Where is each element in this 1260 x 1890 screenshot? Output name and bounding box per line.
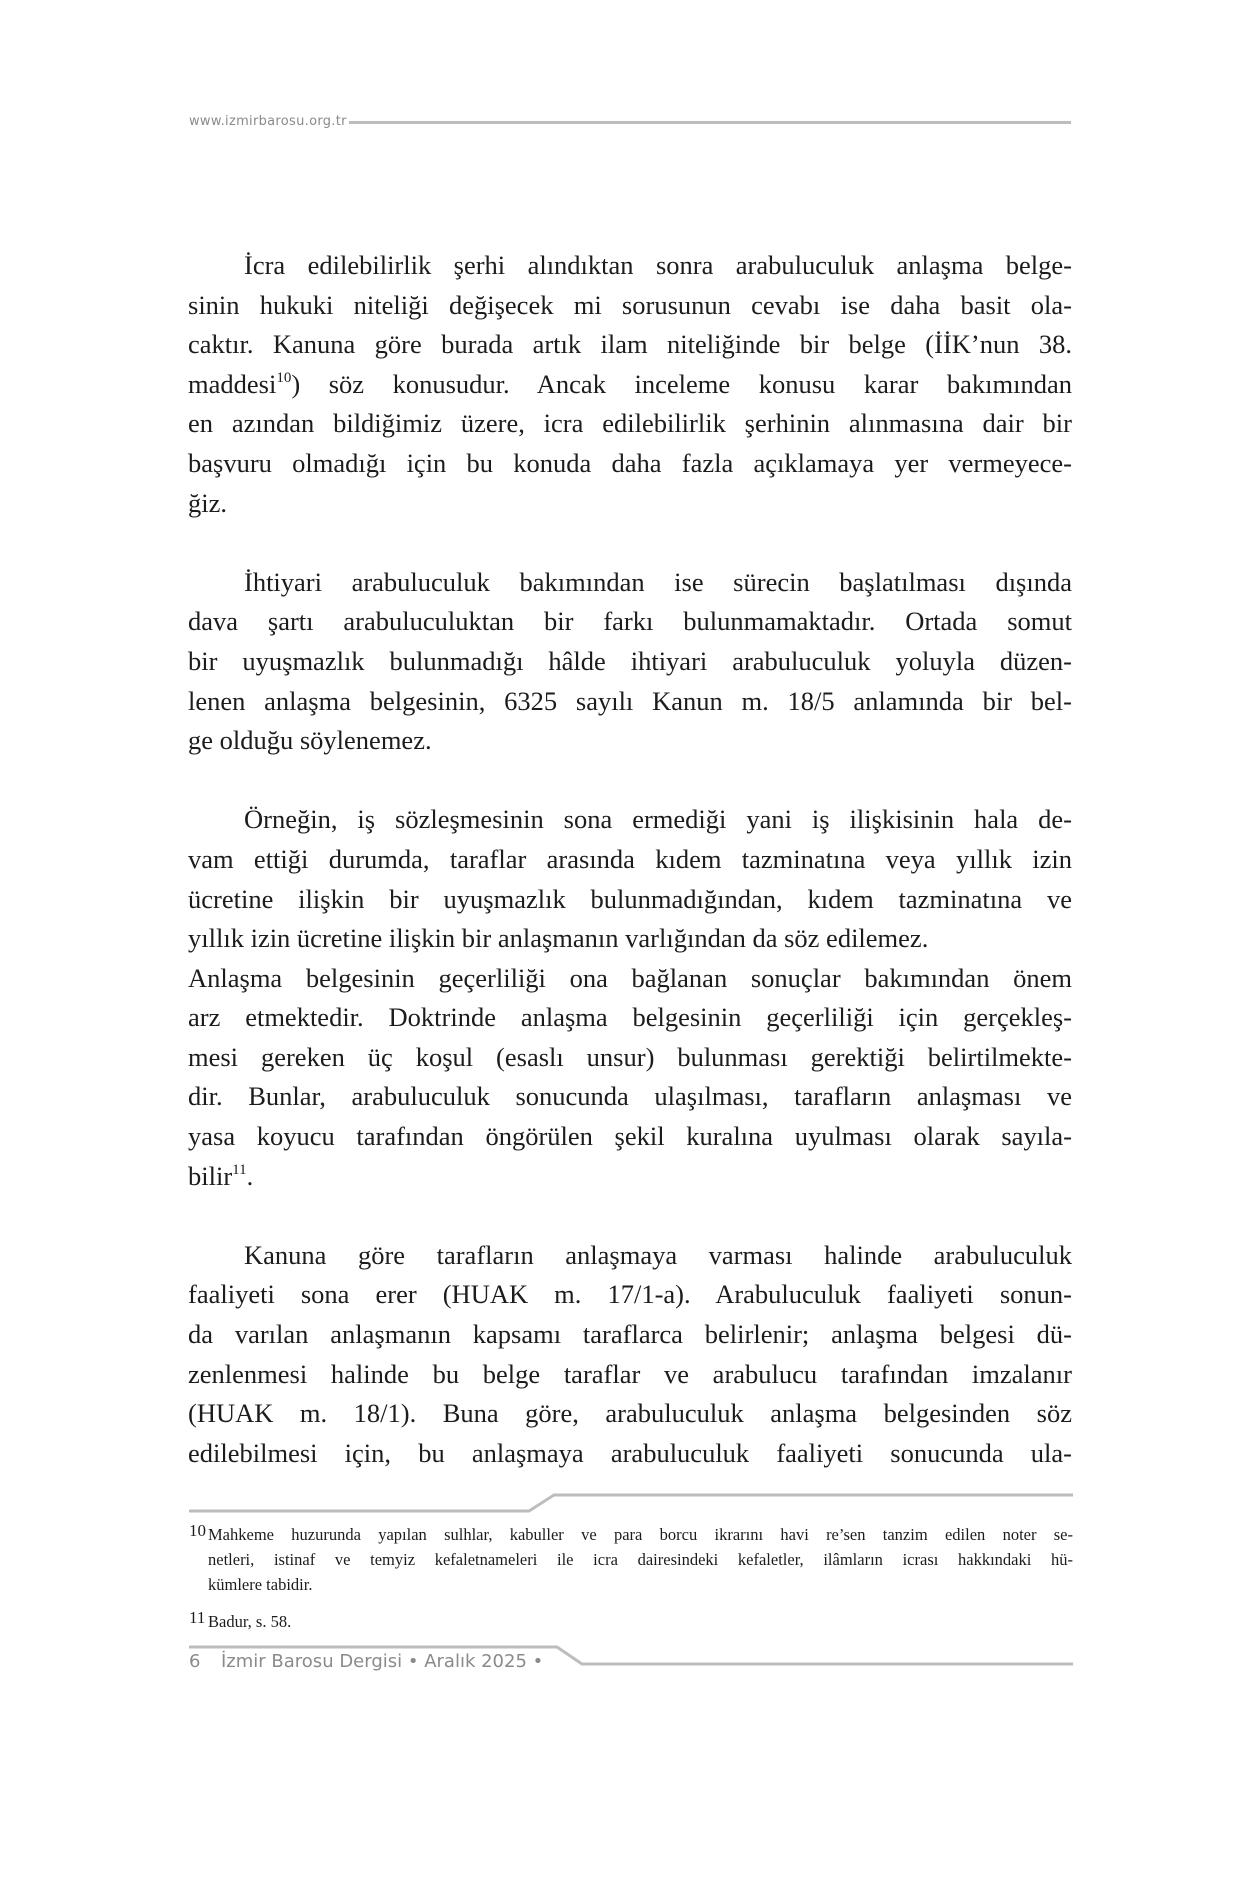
- text-line: (HUAK m. 18/1). Buna göre, arabuluculuk anlaşma belgesinden söz: [188, 1398, 1072, 1429]
- footnote-line: netleri, istinaf ve temyiz kefaletnameleri ile icra dairesindeki kefaletler, ilâmların icrası hakkındaki hü-: [208, 1550, 1073, 1569]
- text-line: sinin hukuki niteliği değişecek mi sorusunun cevabı ise daha basit ola-: [188, 289, 1072, 320]
- header-website-url: www.izmirbarosu.org.tr: [189, 113, 347, 129]
- text-fragment: maddesi: [188, 368, 277, 399]
- footnote-text: [189, 1609, 1073, 1634]
- text-line: edilebilmesi için, bu anlaşmaya arabuluculuk faaliyeti sonucunda ula-: [188, 1437, 1072, 1468]
- text-line: İhtiyari arabuluculuk bakımından ise sürecin başlatılması dışında: [244, 566, 1072, 597]
- text-line: arz etmektedir. Doktrinde anlaşma belgesinin geçerliliği için gerçekleş-: [188, 1002, 1072, 1033]
- text-line: Kanuna göre tarafların anlaşmaya varması halinde arabuluculuk: [244, 1239, 1072, 1270]
- text-line: İcra edilebilirlik şerhi alındıktan sonra arabuluculuk anlaşma belge-: [244, 250, 1072, 280]
- text-line: mesi gereken üç koşul (esaslı unsur) bulunması gerektiği belirtilmekte-: [188, 1041, 1072, 1072]
- journal-issue: İzmir Barosu Dergisi • Aralık 2025 •: [221, 1651, 544, 1672]
- text-line: Anlaşma belgesinin geçerliliği ona bağlanan sonuçlar bakımından önem: [188, 962, 1072, 993]
- footnote-11: [189, 1609, 1073, 1634]
- text-line: ğiz.: [188, 487, 227, 518]
- text-line: ge olduğu söylenemez.: [188, 725, 432, 756]
- text-line: da varılan anlaşmanın kapsamı taraflarca belirlenir; anlaşma belgesi dü-: [188, 1319, 1072, 1350]
- footnote-ref-10[interactable]: 10: [276, 369, 292, 386]
- text-line: başvuru olmadığı için bu konuda daha fazla açıklamaya yer vermeyece-: [188, 447, 1072, 478]
- text-line: faaliyeti sona erer (HUAK m. 17/1-a). Arabuluculuk faaliyeti sonun-: [188, 1279, 1072, 1310]
- text-line: dir. Bunlar, arabuluculuk sonucunda ulaşılması, tarafların anlaşması ve: [188, 1081, 1072, 1112]
- footnote-ref-11[interactable]: 11: [232, 1161, 247, 1178]
- article-body: [188, 246, 1072, 1513]
- paragraph-2: [188, 563, 1072, 761]
- paragraph-4: [188, 1236, 1072, 1474]
- text-line: yasa koyucu tarafından öngörülen şekil kuralına uyulması olarak sayıla-: [188, 1121, 1072, 1152]
- footnote-line: Mahkeme huzurunda yapılan sulhlar, kabuller ve para borcu ikrarını havi re’sen tanzim edilen noter se-: [208, 1525, 1073, 1544]
- text-line: caktır. Kanuna göre burada artık ilam niteliğinde bir belge (İİK’nun 38.: [188, 329, 1072, 360]
- text-line: yıllık izin ücretine ilişkin bir anlaşmanın varlığından da söz edilemez.: [188, 923, 929, 954]
- text-line: Örneğin, iş sözleşmesinin sona ermediği yani iş ilişkisinin hala de-: [244, 804, 1072, 835]
- text-line: vam ettiği durumda, taraflar arasında kıdem tazminatına veya yıllık izin: [188, 843, 1072, 874]
- footnote-line: kümlere tabidir.: [208, 1575, 313, 1594]
- footnote-number: 11: [189, 1608, 206, 1627]
- text-line: zenlenmesi halinde bu belge taraflar ve arabulucu tarafından imzalanır: [188, 1358, 1072, 1389]
- text-line: [188, 365, 1072, 405]
- footnotes: [189, 1522, 1073, 1646]
- text-line: lenen anlaşma belgesinin, 6325 sayılı Kanun m. 18/5 anlamında bir bel-: [188, 685, 1072, 716]
- text-fragment: ) söz konusudur. Ancak inceleme konusu karar bakımından: [291, 368, 1072, 399]
- footnote-text: [189, 1522, 1073, 1597]
- text-line: dava şartı arabuluculuktan bir farkı bulunmamaktadır. Ortada somut: [188, 606, 1072, 637]
- text-line: [188, 1157, 1072, 1197]
- page-number: 6: [189, 1651, 201, 1672]
- footnote-line: Badur, s. 58.: [208, 1612, 292, 1631]
- page-footer: [189, 1651, 543, 1672]
- text-line: ücretine ilişkin bir uyuşmazlık bulunmadığından, kıdem tazminatına ve: [188, 883, 1072, 914]
- page-header: [189, 111, 1071, 131]
- header-rule: [349, 121, 1071, 124]
- text-line: bir uyuşmazlık bulunmadığı hâlde ihtiyari arabuluculuk yoluyla düzen-: [188, 645, 1072, 676]
- paragraph-1: [188, 246, 1072, 523]
- footnote-separator-rule: [189, 1490, 1073, 1516]
- text-fragment: .: [246, 1160, 254, 1191]
- text-line: en azından bildiğimiz üzere, icra edilebilirlik şerhinin alınmasına dair bir: [188, 408, 1072, 439]
- footnote-number: 10: [189, 1521, 206, 1540]
- text-fragment: bilir: [188, 1160, 233, 1191]
- footnote-10: [189, 1522, 1073, 1597]
- paragraph-3: [188, 800, 1072, 1196]
